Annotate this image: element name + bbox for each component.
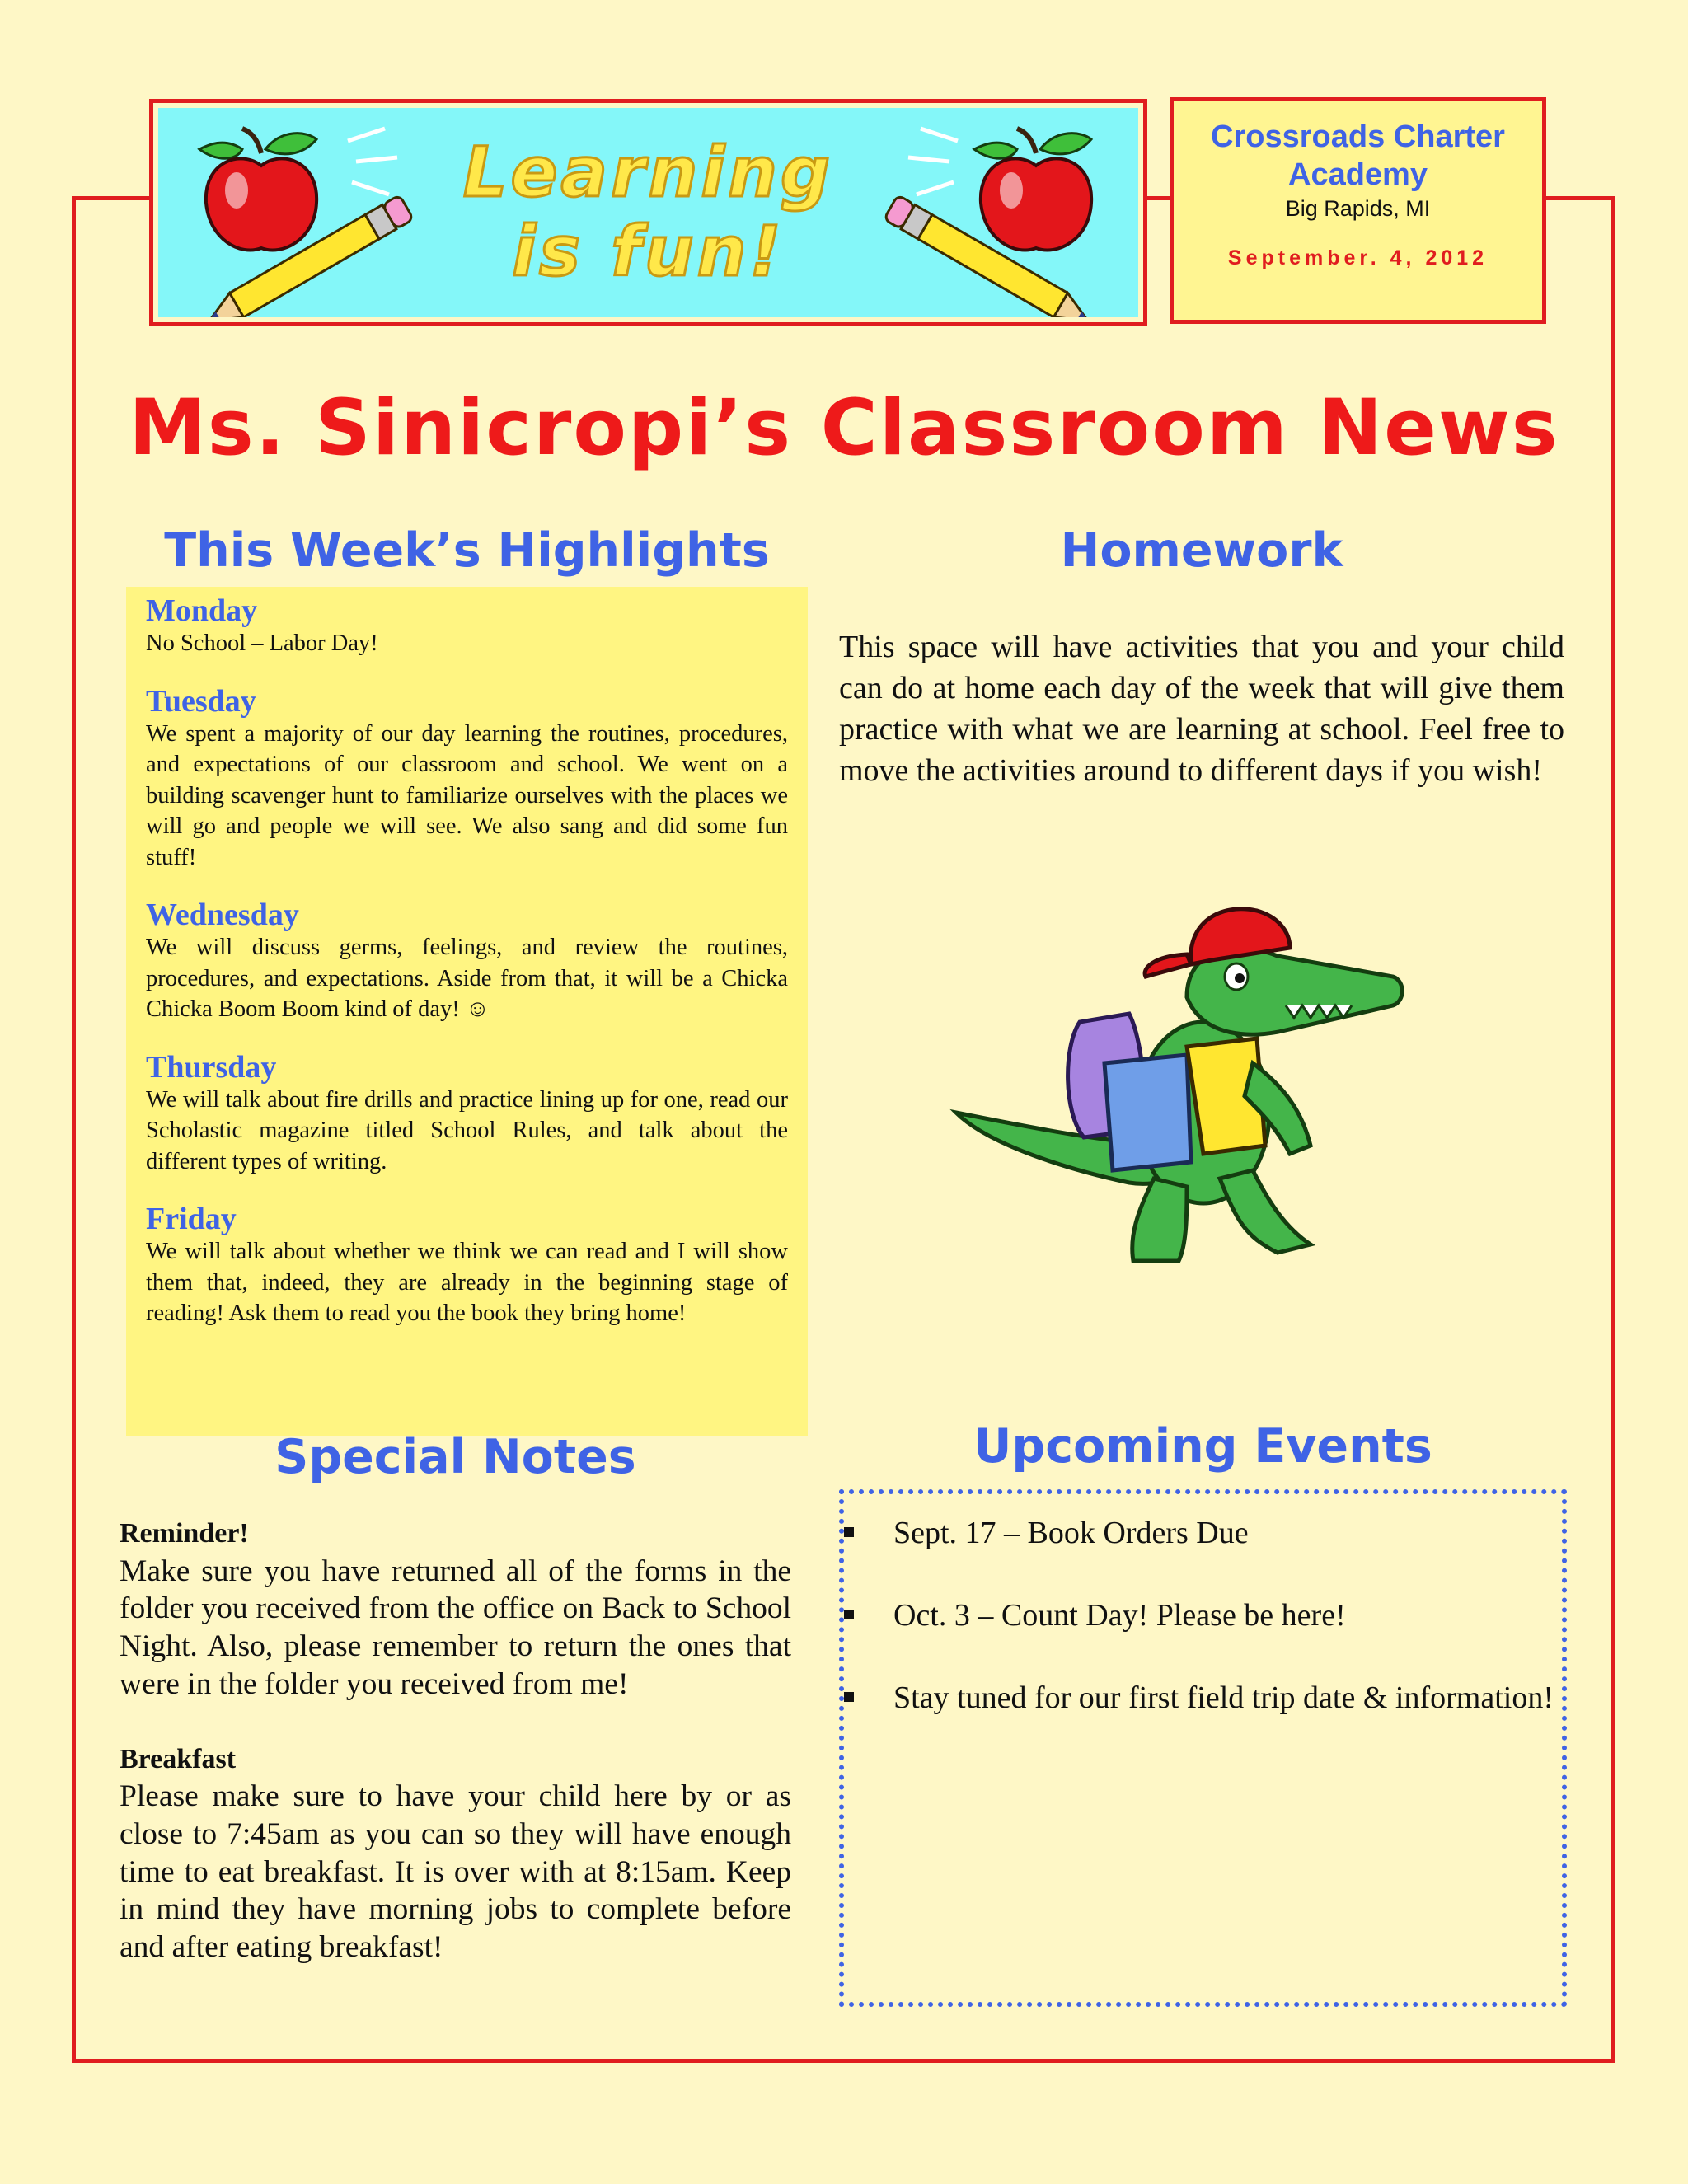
day-thursday [146, 1050, 788, 1178]
event-text: Sept. 17 – Book Orders Due [893, 1516, 1249, 1550]
day-wednesday [146, 898, 788, 1025]
special-notes-body [120, 1515, 791, 1966]
event-item [844, 1595, 1562, 1636]
breakfast-title: Breakfast [120, 1743, 237, 1774]
event-text: Oct. 3 – Count Day! Please be here! [893, 1598, 1346, 1633]
bullet-icon [844, 1527, 854, 1537]
day-text: No School – Labor Day! [146, 630, 378, 656]
events-heading: Upcoming Events [973, 1419, 1432, 1474]
school-city: Big Rapids, MI [1285, 196, 1431, 221]
page-title: Ms. Sinicropi’s Classroom News [129, 383, 1559, 473]
day-tuesday [146, 684, 788, 874]
learning-banner [149, 99, 1147, 326]
event-item [844, 1512, 1562, 1554]
day-name: Monday [146, 593, 258, 628]
homework-heading: Homework [1060, 523, 1343, 578]
event-text: Stay tuned for our first field trip date & information! [893, 1680, 1554, 1715]
events-box [839, 1489, 1567, 2007]
highlights-box [126, 587, 808, 1436]
banner-title-line1: Learning [462, 132, 834, 213]
day-name: Tuesday [146, 683, 256, 719]
banner-title [158, 133, 1138, 291]
day-text: We will discuss germs, feelings, and review the routines, procedures, and expectations. Aside from that, it will be a Chicka Chicka Boom Boom kind of day! ☺ [146, 935, 788, 1022]
school-name: Crossroads Charter Academy [1211, 120, 1505, 192]
homework-text: This space will have activities that you and your child can do at home each day of the week that will give them practice with what we are learning at school. Feel free to move the activities around to different days if you wish! [839, 630, 1564, 788]
day-name: Wednesday [146, 898, 299, 932]
day-text: We will talk about whether we think we can read and I will show them that, indeed, they are already in the beginning stage of reading! Ask them to read you the book they bring home! [146, 1239, 788, 1326]
special-notes-heading: Special Notes [274, 1430, 636, 1484]
newsletter-date: September. 4, 2012 [1227, 246, 1489, 269]
day-text: We will talk about fire drills and practice lining up for one, read our Scholastic magazine titled School Rules, and talk about the different types of writing. [146, 1086, 788, 1174]
day-monday [146, 593, 788, 659]
banner-title-line2: is fun! [512, 211, 785, 292]
highlights-heading: This Week’s Highlights [164, 523, 770, 578]
day-text: We spent a majority of our day learning the routines, procedures, and expectations of our classroom and school. We went on a building scavenger hunt to familiarize ourselves with the places we will go and people we will see. We also sang and did some fun stuff! [146, 720, 788, 870]
day-name: Friday [146, 1202, 237, 1236]
reminder-text: Make sure you have returned all of the forms in the folder you received from the office on Back to School Night. Also, please remember to return the ones that were in the folder you received from me! [120, 1554, 791, 1701]
bullet-icon [844, 1610, 854, 1619]
events-list [844, 1494, 1562, 1718]
reminder-title: Reminder! [120, 1518, 249, 1549]
day-friday [146, 1202, 788, 1329]
bullet-icon [844, 1692, 854, 1702]
event-item [844, 1677, 1562, 1718]
school-info-box [1170, 97, 1546, 324]
day-name: Thursday [146, 1049, 277, 1085]
alligator-icon [940, 898, 1418, 1294]
breakfast-text: Please make sure to have your child here by or as close to 7:45am as you can so they will have enough time to eat breakfast. It is over with at 8:15am. Keep in mind they have morning jobs to complete before and after eating breakfast! [120, 1779, 791, 1965]
